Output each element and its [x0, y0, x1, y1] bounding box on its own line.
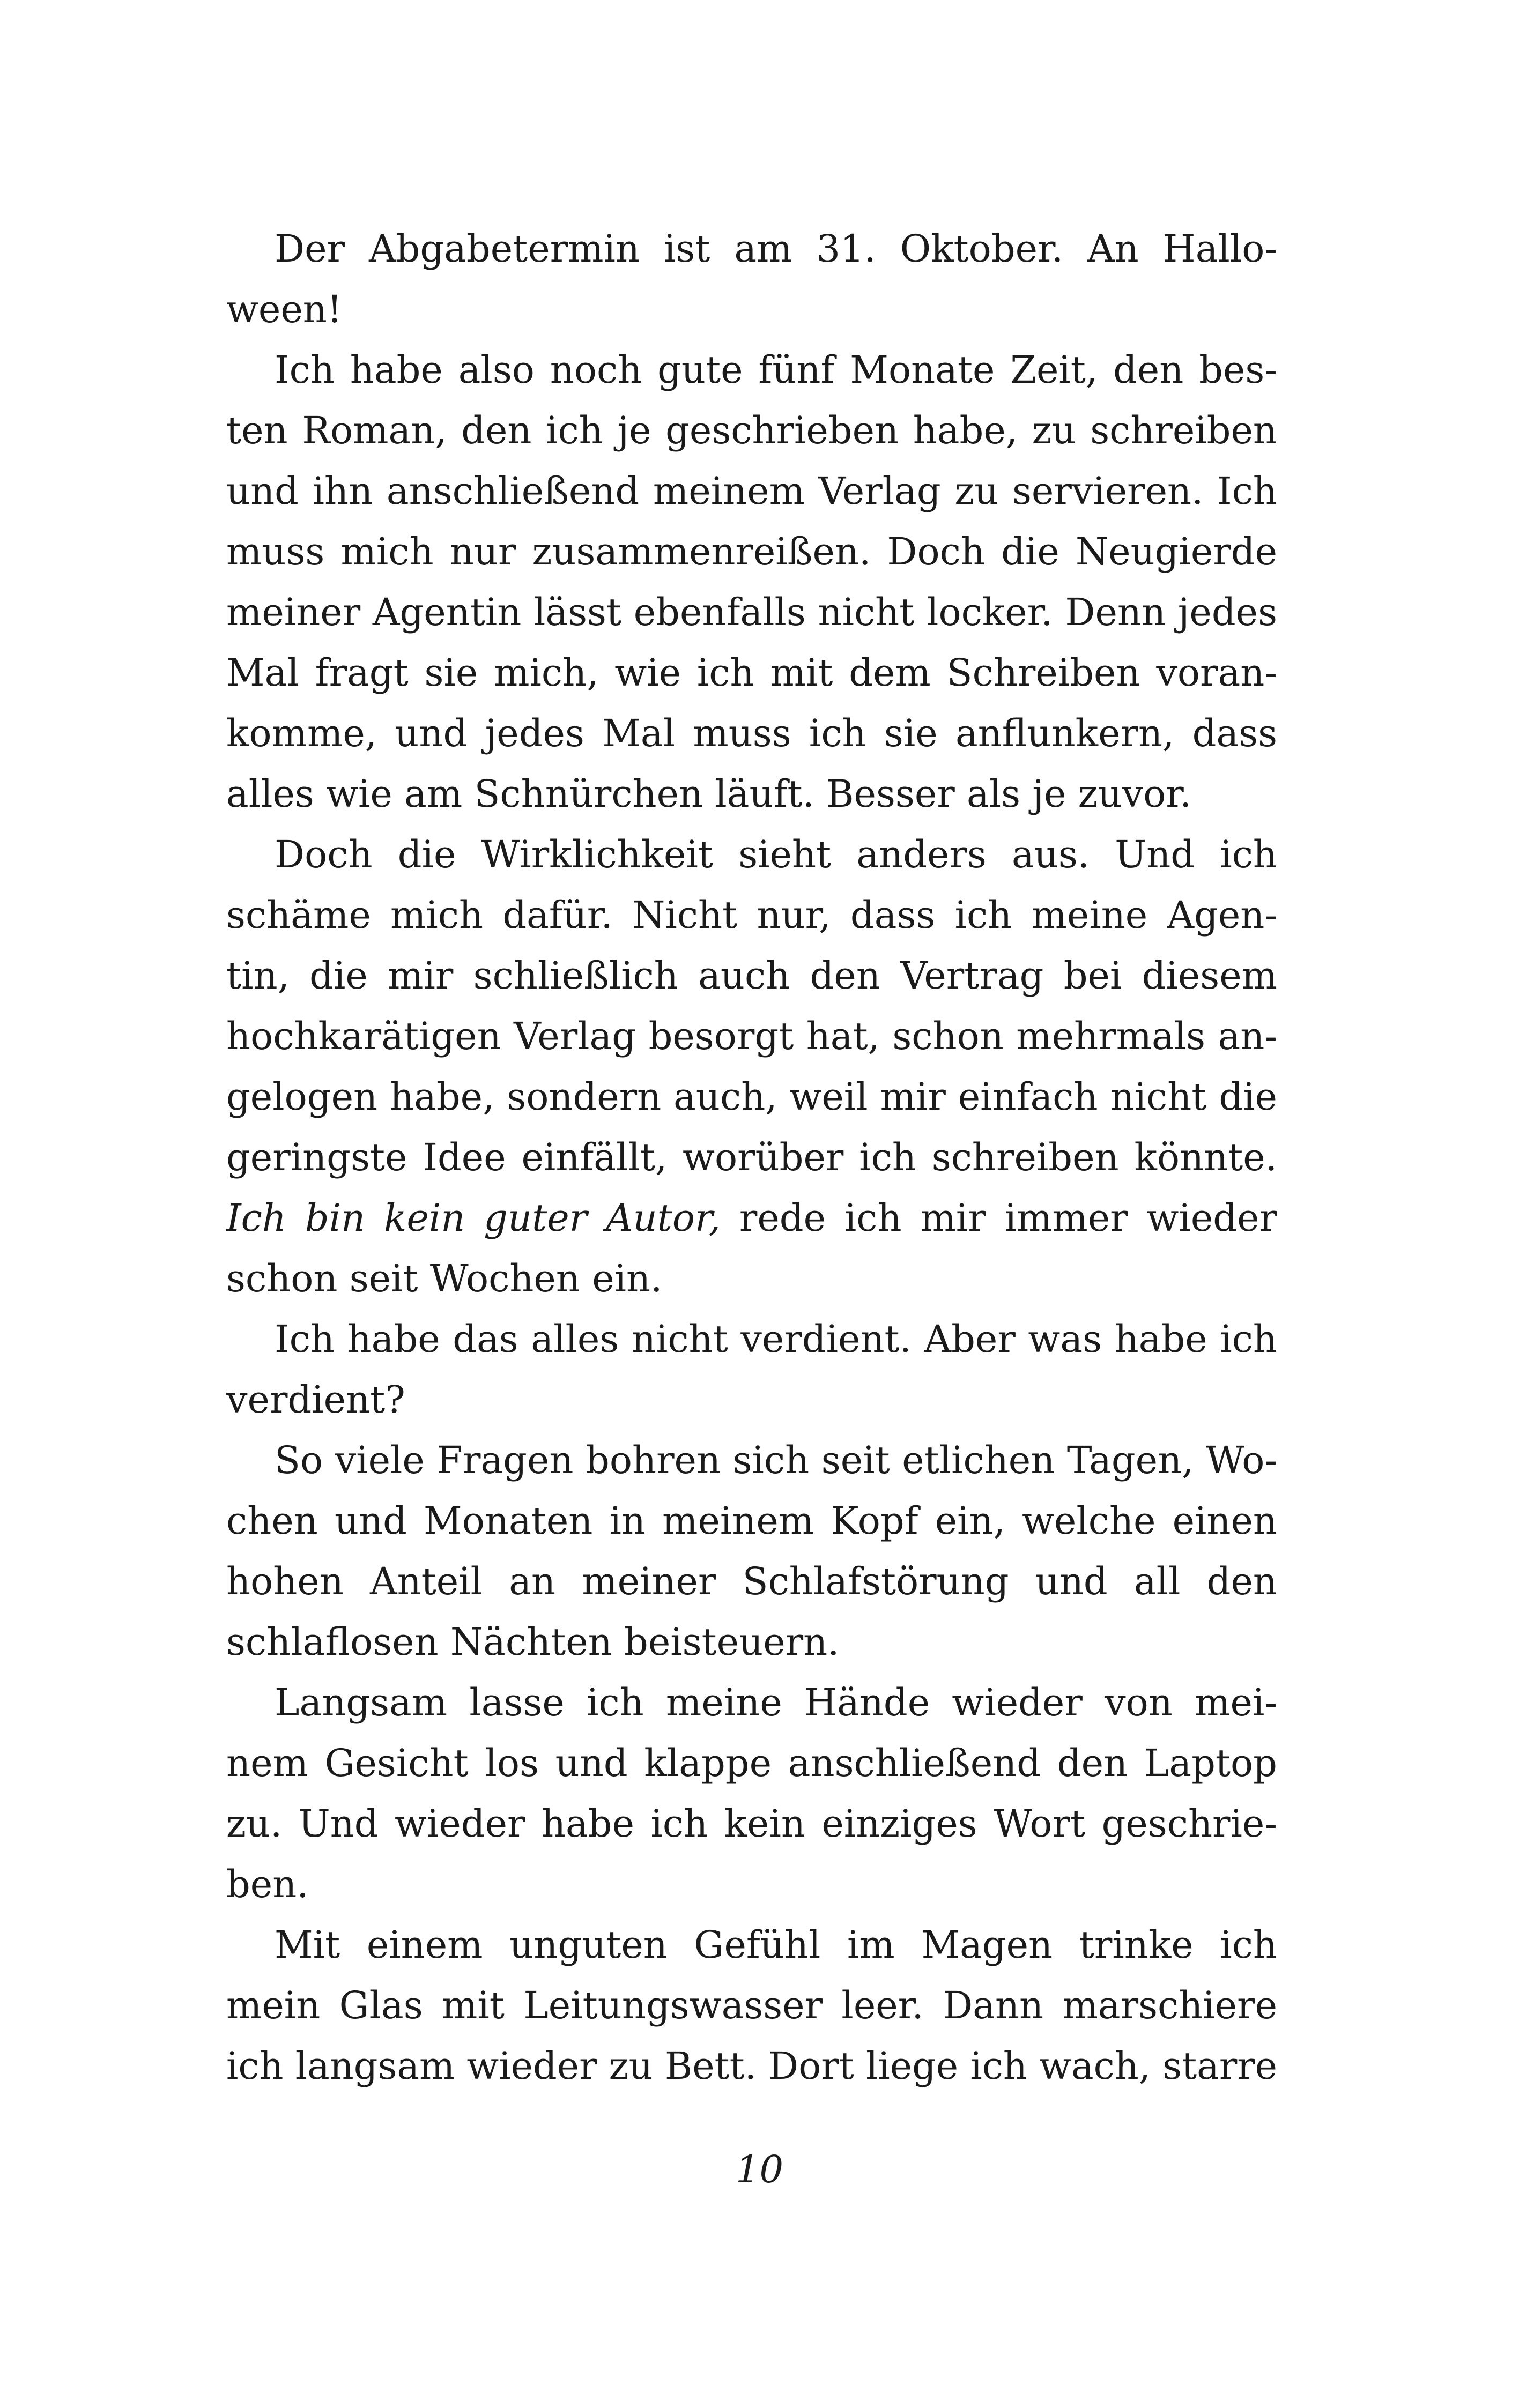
- italic-phrase: Ich bin kein guter Autor,: [226, 1196, 721, 1240]
- text-line: Der Abgabetermin ist am 31. Oktober. An Hallo-: [275, 227, 1277, 271]
- text-line: schlaflosen Nächten beisteuern.: [226, 1620, 840, 1664]
- text-line: nem Gesicht los und klappe anschließend den Laptop: [226, 1741, 1277, 1785]
- text-line: mein Glas mit Leitungswasser leer. Dann marschiere: [226, 1983, 1277, 2027]
- text-line: So viele Fragen bohren sich seit etlichen Tagen, Wo-: [275, 1438, 1277, 1482]
- text-line: ich langsam wieder zu Bett. Dort liege ich wach, starre: [226, 2045, 1277, 2088]
- text-line: ben.: [226, 1862, 309, 1906]
- text-line: [226, 1188, 1277, 1248]
- text-line: Doch die Wirklichkeit sieht anders aus. Und ich: [275, 833, 1277, 876]
- text-line: gelogen habe, sondern auch, weil mir einfach nicht die: [226, 1075, 1277, 1119]
- text-line: geringste Idee einfällt, worüber ich schreiben könnte.: [226, 1135, 1277, 1179]
- text-line: muss mich nur zusammenreißen. Doch die Neugierde: [226, 530, 1277, 574]
- body-text: [226, 219, 1277, 2097]
- text-line: schäme mich dafür. Nicht nur, dass ich meine Agen-: [226, 893, 1277, 937]
- text-line: Ich habe also noch gute fünf Monate Zeit, den bes-: [275, 348, 1277, 392]
- text-line: ween!: [226, 287, 342, 331]
- text-line: hochkarätigen Verlag besorgt hat, schon mehrmals an-: [226, 1014, 1277, 1058]
- text-line: tin, die mir schließlich auch den Vertrag bei diesem: [226, 954, 1277, 998]
- text-line: Mit einem unguten Gefühl im Magen trinke ich: [275, 1923, 1277, 1967]
- line-text: rede ich mir immer wieder: [720, 1196, 1277, 1240]
- text-line: chen und Monaten in meinem Kopf ein, welche einen: [226, 1499, 1277, 1543]
- text-line: schon seit Wochen ein.: [226, 1257, 663, 1300]
- text-line: alles wie am Schnürchen läuft. Besser als je zuvor.: [226, 772, 1192, 816]
- text-line: komme, und jedes Mal muss ich sie anflunkern, dass: [226, 711, 1277, 755]
- text-line: verdient?: [226, 1378, 405, 1422]
- text-line: Langsam lasse ich meine Hände wieder von mei-: [275, 1681, 1277, 1725]
- text-line: meiner Agentin lässt ebenfalls nicht locker. Denn jedes: [226, 590, 1277, 634]
- text-line: Mal fragt sie mich, wie ich mit dem Schreiben voran-: [226, 651, 1277, 695]
- text-line: und ihn anschließend meinem Verlag zu servieren. Ich: [226, 469, 1277, 513]
- text-line: Ich habe das alles nicht verdient. Aber was habe ich: [275, 1317, 1277, 1361]
- text-line: zu. Und wieder habe ich kein einziges Wort geschrie-: [226, 1802, 1277, 1846]
- text-line: hohen Anteil an meiner Schlafstörung und all den: [226, 1559, 1277, 1603]
- page-number: 10: [735, 2147, 784, 2191]
- text-line: ten Roman, den ich je geschrieben habe, zu schreiben: [226, 408, 1277, 452]
